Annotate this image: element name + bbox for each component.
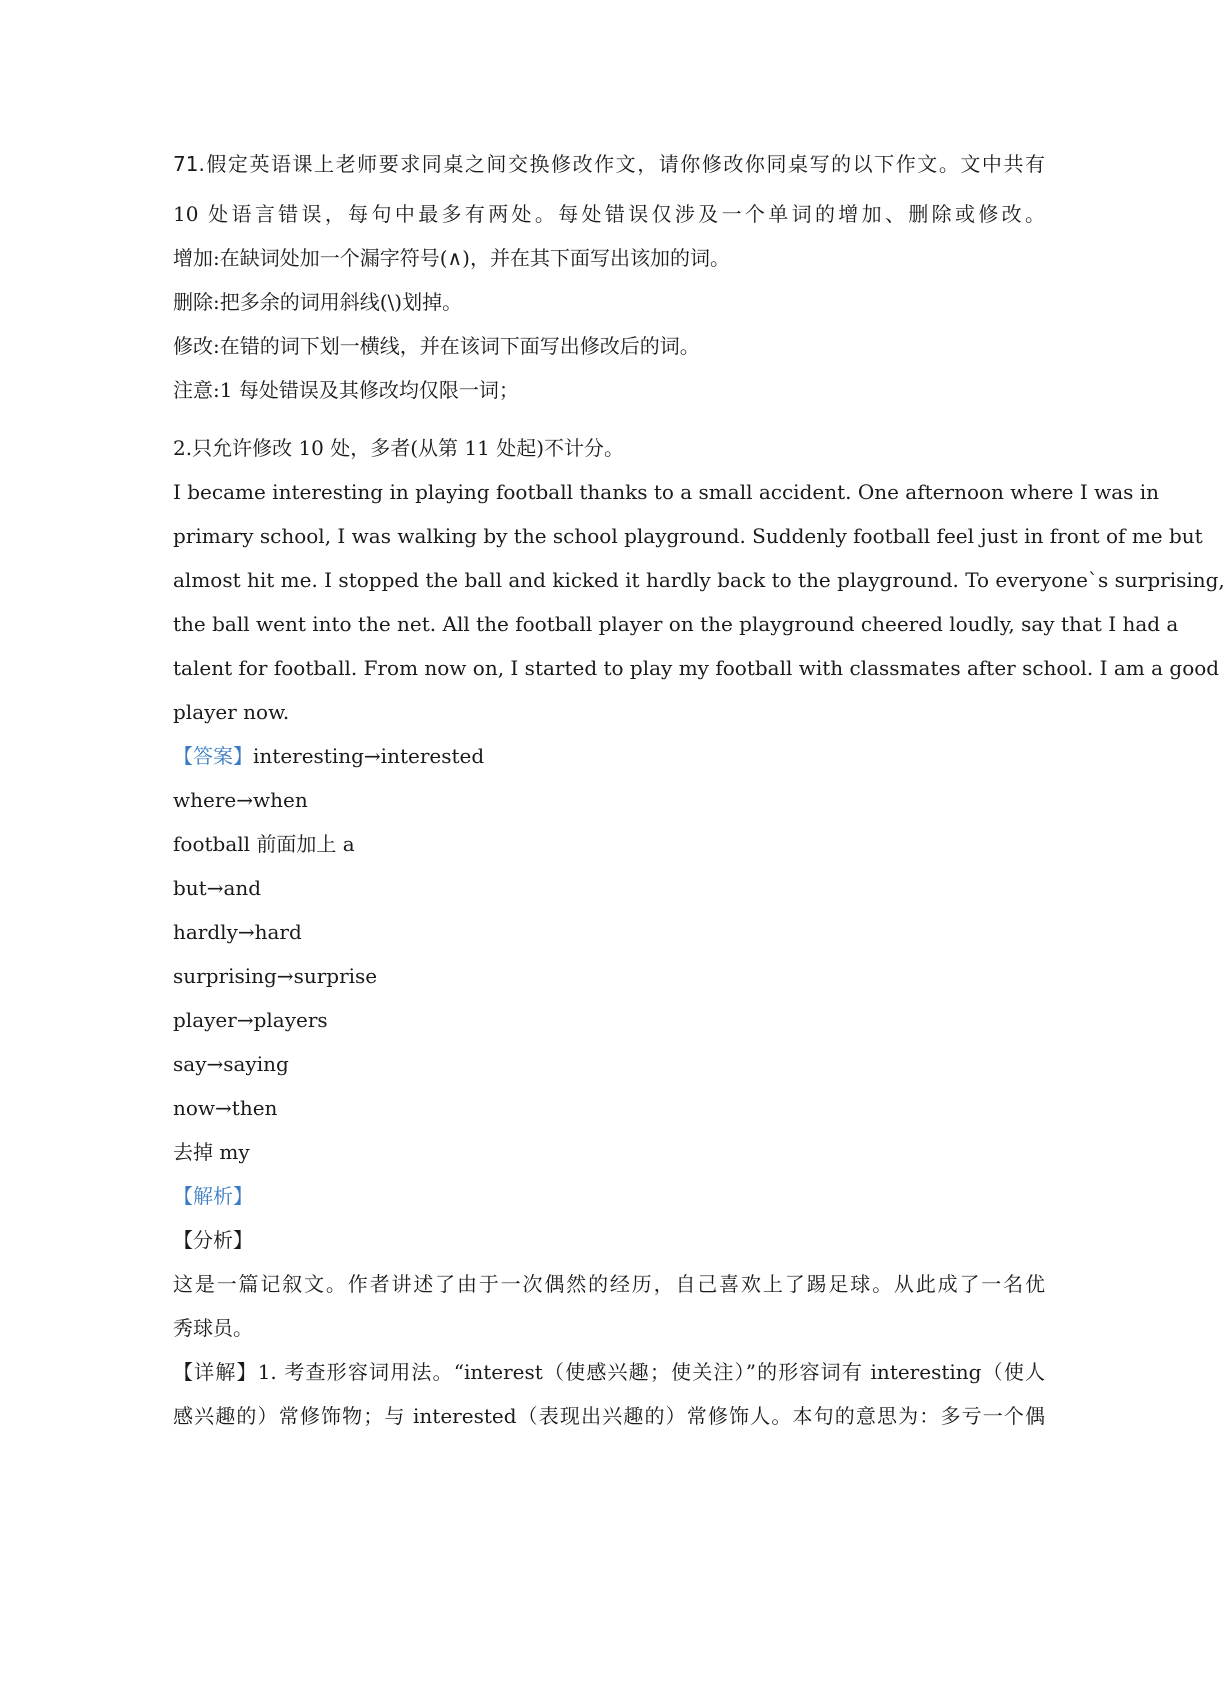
instruction-modify: 修改:在错的词下划一横线，并在该词下面写出修改后的词。 — [173, 334, 700, 358]
question-number: 71. — [173, 152, 205, 176]
detail-label: 【详解】 — [173, 1360, 258, 1384]
answer-item: player→players — [173, 1008, 328, 1032]
passage-line-2: primary school, I was walking by the school playground. Suddenly football feel just in front of me but — [173, 524, 1203, 548]
instruction-note-2: 2.只允许修改 10 处，多者(从第 11 处起)不计分。 — [173, 436, 625, 460]
instruction-add: 增加:在缺词处加一个漏字符号(∧)，并在其下面写出该加的词。 — [173, 246, 730, 270]
instruction-delete: 删除:把多余的词用斜线(\)划掉。 — [173, 290, 463, 314]
answer-label: 【答案】 — [173, 744, 253, 768]
instruction-line-1: 71.假定英语课上老师要求同桌之间交换修改作文，请你修改你同桌写的以下作文。文中共有 — [173, 152, 1045, 176]
answer-item: now→then — [173, 1096, 278, 1120]
answer-item: surprising→surprise — [173, 964, 378, 988]
answer-item: say→saying — [173, 1052, 289, 1076]
analysis-label: 【解析】 — [173, 1184, 253, 1208]
passage-line-5: talent for football. From now on, I started to play my football with classmates after school. I am a good — [173, 656, 1220, 680]
answer-item: but→and — [173, 876, 262, 900]
answer-item: where→when — [173, 788, 308, 812]
answer-item: 去掉 my — [173, 1140, 250, 1164]
instruction-line-2: 10 处语言错误，每句中最多有两处。每处错误仅涉及一个单词的增加、删除或修改。 — [173, 202, 1045, 226]
summary-line-1: 这是一篇记叙文。作者讲述了由于一次偶然的经历，自己喜欢上了踢足球。从此成了一名优 — [173, 1272, 1045, 1296]
instruction-note-1: 注意:1 每处错误及其修改均仅限一词； — [173, 378, 519, 402]
answer-item: football 前面加上 a — [173, 832, 355, 856]
passage-line-1: I became interesting in playing football thanks to a small accident. One afternoon where I was in — [173, 480, 1160, 504]
passage-line-6: player now. — [173, 700, 290, 724]
passage-line-4: the ball went into the net. All the football player on the playground cheered loudly, say that I had a — [173, 612, 1179, 636]
answer-item: hardly→hard — [173, 920, 302, 944]
analysis-sub-label: 【分析】 — [173, 1228, 253, 1252]
summary-line-2: 秀球员。 — [173, 1316, 253, 1340]
detail-line-2: 感兴趣的）常修饰物；与 interested（表现出兴趣的）常修饰人。本句的意思为：多亏一个偶 — [173, 1404, 1045, 1428]
answer-line-1: 【答案】interesting→interested — [173, 744, 485, 768]
detail-line-1: 【详解】1. 考查形容词用法。“interest（使感兴趣；使关注）”的形容词有 interesting（使人 — [173, 1360, 1045, 1384]
passage-line-3: almost hit me. I stopped the ball and kicked it hardly back to the playground. To everyone`s surprising, — [173, 568, 1225, 592]
